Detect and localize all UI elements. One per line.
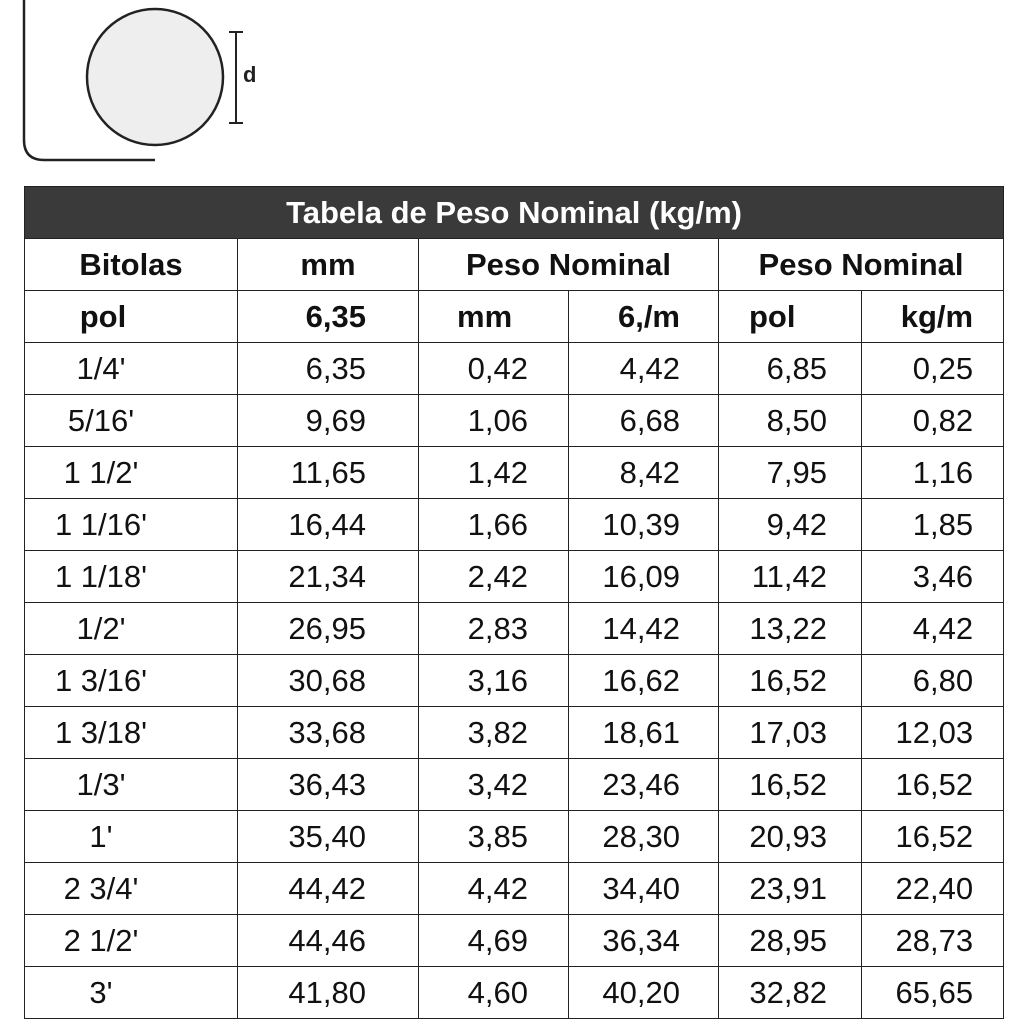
table-cell: 5/16': [25, 395, 238, 447]
table-cell: 3,46: [862, 551, 1004, 603]
table-cell: 2 1/2': [25, 915, 238, 967]
table-cell: 0,82: [862, 395, 1004, 447]
table-row: [25, 603, 1004, 655]
subheader-pol-2: pol: [719, 291, 862, 343]
table-cell: 11,65: [238, 447, 419, 499]
table-cell: 1': [25, 811, 238, 863]
table-cell: 23,91: [719, 863, 862, 915]
table-row: [25, 707, 1004, 759]
table-cell: 1 1/2': [25, 447, 238, 499]
table-cell: 3,85: [419, 811, 569, 863]
table-row: [25, 863, 1004, 915]
table-cell: 28,73: [862, 915, 1004, 967]
table-cell: 13,22: [719, 603, 862, 655]
table-cell: 2 3/4': [25, 863, 238, 915]
table-cell: 4,60: [419, 967, 569, 1019]
table-cell: 44,42: [238, 863, 419, 915]
table-cell: 32,82: [719, 967, 862, 1019]
table-cell: 26,95: [238, 603, 419, 655]
table-cell: 9,69: [238, 395, 419, 447]
table-cell: 2,42: [419, 551, 569, 603]
table-cell: 10,39: [569, 499, 719, 551]
subheader-kg-m: kg/m: [862, 291, 1004, 343]
table-cell: 4,42: [862, 603, 1004, 655]
table-row: [25, 499, 1004, 551]
table-cell: 6,68: [569, 395, 719, 447]
table-cell: 16,62: [569, 655, 719, 707]
table-cell: 22,40: [862, 863, 1004, 915]
table-cell: 36,34: [569, 915, 719, 967]
header-row-1: [25, 239, 1004, 291]
table-cell: 1,06: [419, 395, 569, 447]
table-row: [25, 967, 1004, 1019]
table-body: [25, 343, 1004, 1019]
table-cell: 16,52: [862, 811, 1004, 863]
header-mm: mm: [238, 239, 419, 291]
table-cell: 16,52: [719, 655, 862, 707]
table-row: [25, 655, 1004, 707]
table-cell: 8,50: [719, 395, 862, 447]
header-row-2: [25, 291, 1004, 343]
table-cell: 6,85: [719, 343, 862, 395]
subheader-mm-value: 6,35: [238, 291, 419, 343]
table-cell: 9,42: [719, 499, 862, 551]
weight-table-container: [24, 186, 1003, 1019]
round-bar-diagram: [0, 0, 320, 170]
table-row: [25, 759, 1004, 811]
table-cell: 1 1/18': [25, 551, 238, 603]
table-cell: 65,65: [862, 967, 1004, 1019]
table-title: Tabela de Peso Nominal (kg/m): [25, 187, 1004, 239]
table-cell: 6,35: [238, 343, 419, 395]
table-cell: 1/4': [25, 343, 238, 395]
table-cell: 16,52: [862, 759, 1004, 811]
table-cell: 7,95: [719, 447, 862, 499]
table-cell: 1/2': [25, 603, 238, 655]
table-cell: 3,42: [419, 759, 569, 811]
subheader-mm: mm: [419, 291, 569, 343]
table-cell: 21,34: [238, 551, 419, 603]
table-cell: 16,09: [569, 551, 719, 603]
table-cell: 1 1/16': [25, 499, 238, 551]
table-cell: 20,93: [719, 811, 862, 863]
table-cell: 1,66: [419, 499, 569, 551]
table-cell: 12,03: [862, 707, 1004, 759]
table-cell: 0,25: [862, 343, 1004, 395]
table-cell: 35,40: [238, 811, 419, 863]
header-peso-nominal-1: Peso Nominal: [419, 239, 719, 291]
table-cell: 44,46: [238, 915, 419, 967]
subheader-pol: pol: [25, 291, 238, 343]
table-cell: 41,80: [238, 967, 419, 1019]
table-cell: 23,46: [569, 759, 719, 811]
table-cell: 4,69: [419, 915, 569, 967]
table-cell: 2,83: [419, 603, 569, 655]
bar-diagram: [0, 0, 320, 170]
table-cell: 17,03: [719, 707, 862, 759]
table-cell: 3,16: [419, 655, 569, 707]
table-cell: 11,42: [719, 551, 862, 603]
round-bar-section: [87, 9, 223, 145]
table-cell: 1 3/16': [25, 655, 238, 707]
table-cell: 3,82: [419, 707, 569, 759]
table-cell: 16,52: [719, 759, 862, 811]
table-cell: 1,42: [419, 447, 569, 499]
table-row: [25, 551, 1004, 603]
table-cell: 4,42: [419, 863, 569, 915]
table-cell: 4,42: [569, 343, 719, 395]
table-cell: 1,16: [862, 447, 1004, 499]
header-bitolas: Bitolas: [25, 239, 238, 291]
table-row: [25, 811, 1004, 863]
table-cell: 34,40: [569, 863, 719, 915]
table-cell: 1/3': [25, 759, 238, 811]
table-cell: 3': [25, 967, 238, 1019]
table-cell: 14,42: [569, 603, 719, 655]
table-cell: 16,44: [238, 499, 419, 551]
table-cell: 28,30: [569, 811, 719, 863]
table-cell: 8,42: [569, 447, 719, 499]
table-cell: 0,42: [419, 343, 569, 395]
weight-table: [24, 186, 1004, 1019]
table-row: [25, 343, 1004, 395]
table-row: [25, 915, 1004, 967]
table-cell: 36,43: [238, 759, 419, 811]
table-cell: 40,20: [569, 967, 719, 1019]
table-cell: 6,80: [862, 655, 1004, 707]
diameter-label: d: [243, 62, 257, 87]
table-cell: 33,68: [238, 707, 419, 759]
table-cell: 1,85: [862, 499, 1004, 551]
table-row: [25, 395, 1004, 447]
table-title-row: [25, 187, 1004, 239]
table-row: [25, 447, 1004, 499]
table-cell: 1 3/18': [25, 707, 238, 759]
table-cell: 28,95: [719, 915, 862, 967]
table-cell: 30,68: [238, 655, 419, 707]
header-peso-nominal-2: Peso Nominal: [719, 239, 1004, 291]
table-cell: 18,61: [569, 707, 719, 759]
subheader-per-m: 6,/m: [569, 291, 719, 343]
